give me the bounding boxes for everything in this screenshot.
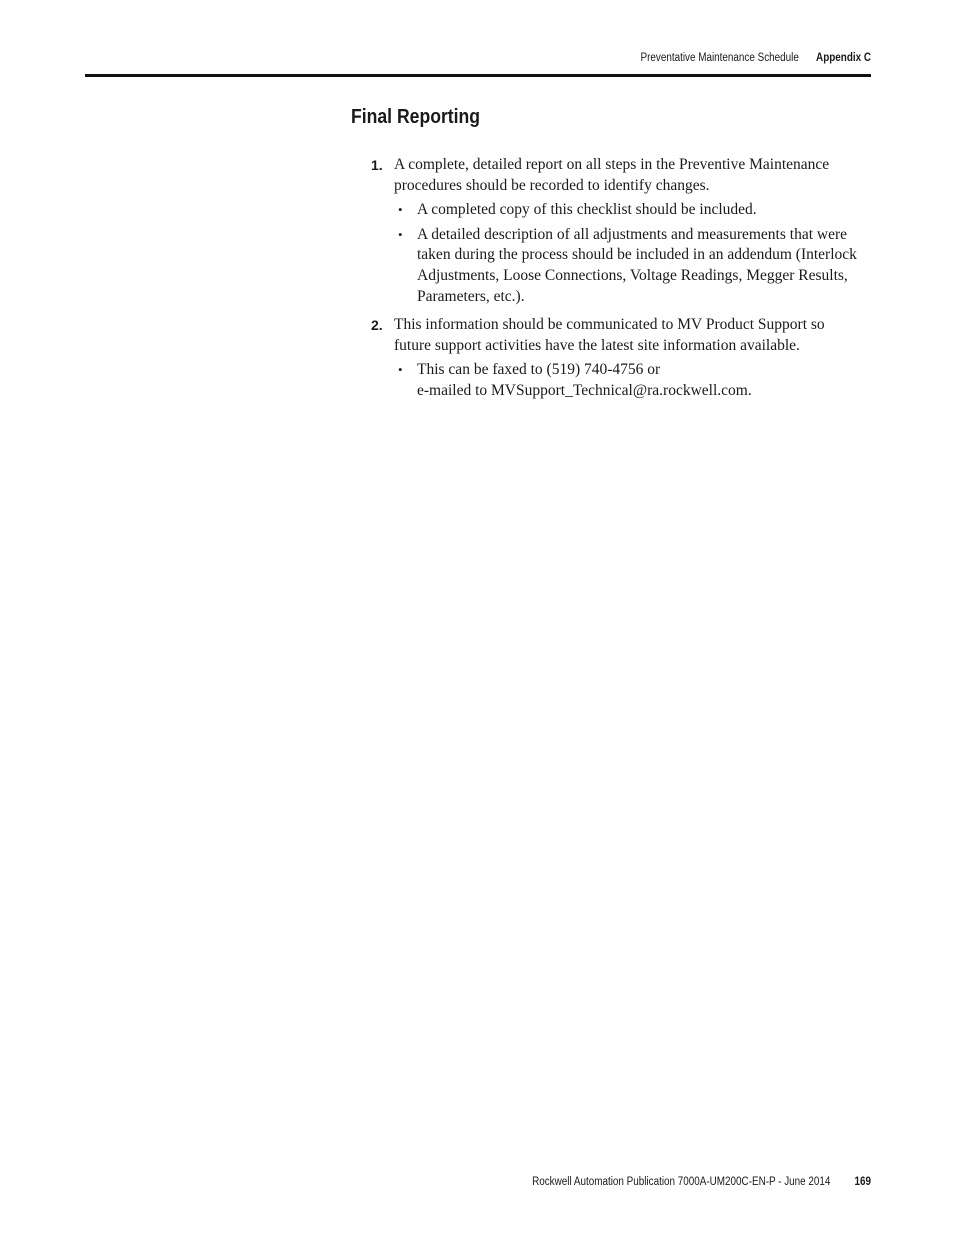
bullet-icon: • [398,202,403,218]
bullet-text: A detailed description of all adjustments and measurements that were taken during the process should be included in an addendum (Interlock Adjustments, Loose Connections, Voltage Readings, Megger Results, Parameters, etc.). [417,225,857,305]
item-number: 1. [371,157,383,173]
bullet-list [394,360,861,401]
footer-publication: Rockwell Automation Publication 7000A-UM200C-EN-P - June 2014 [532,1176,831,1188]
bullet-icon: • [398,362,403,378]
bullet-text: A completed copy of this checklist should be included. [417,201,757,219]
bullet-item [394,360,861,401]
item-text: This information should be communicated to MV Product Support so future support activities have the latest site information available. [394,316,825,354]
bullet-list [394,200,861,307]
header-chapter-title: Preventative Maintenance Schedule [640,52,799,64]
fax-line: This can be faxed to (519) 740-4756 or [417,361,661,379]
numbered-item-2 [371,315,861,401]
numbered-item-1 [371,155,861,307]
bullet-item [394,200,861,221]
header-appendix-label: Appendix C [816,52,871,64]
item-text: A complete, detailed report on all steps in the Preventive Maintenance procedures should be recorded to identify changes. [394,156,830,194]
bullet-icon: • [398,226,403,242]
page-number: 169 [854,1176,871,1188]
header-rule [85,74,871,77]
page-footer [195,1176,871,1194]
item-number: 2. [371,317,383,334]
bullet-item [394,225,861,307]
section-title: Final Reporting [351,106,481,128]
section-body [371,155,861,402]
page-header [195,52,871,70]
email-line: e-mailed to MVSupport_Technical@ra.rockwell.com. [417,381,752,399]
